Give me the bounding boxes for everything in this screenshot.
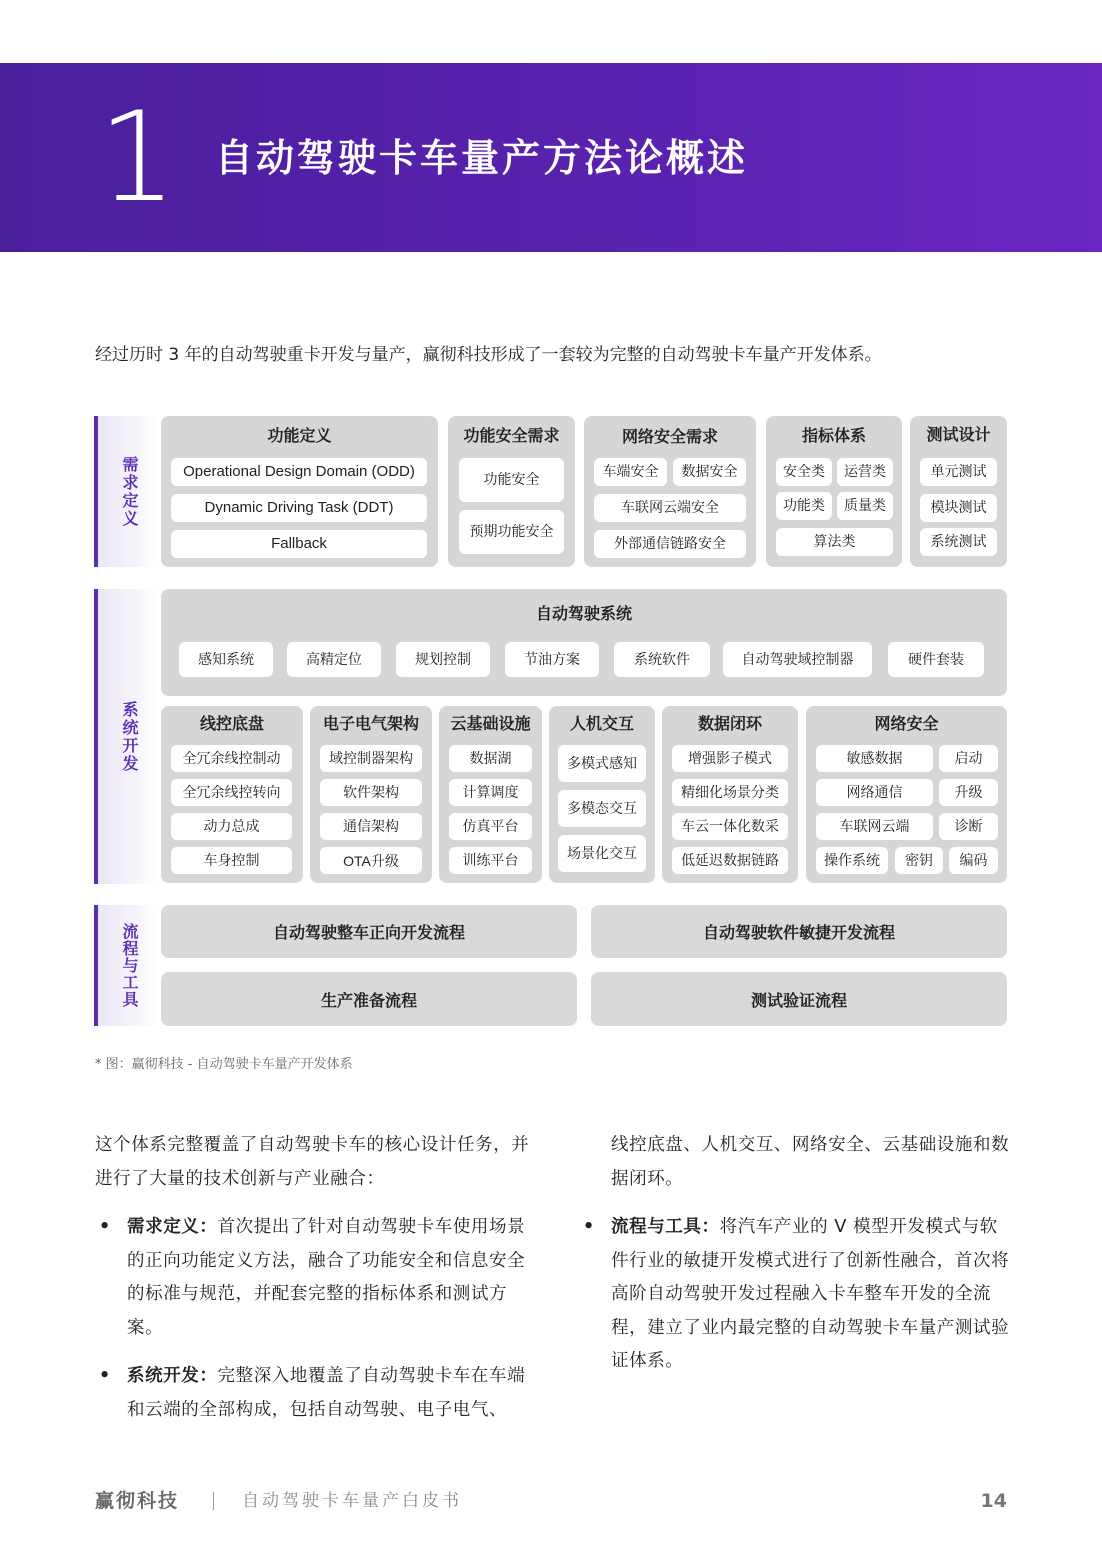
group-title: 电子电气架构 <box>322 714 419 733</box>
bullet-system <box>95 1360 535 1427</box>
pill-scenario-interaction: 场景化交互 <box>558 835 646 872</box>
pill-fuel-saving: 节油方案 <box>505 642 599 677</box>
pill-multimodal-interaction: 多模态交互 <box>558 790 646 827</box>
group-network-security-req <box>584 416 756 567</box>
group-functional-safety <box>448 416 575 567</box>
bullet-dot: • <box>583 1217 595 1237</box>
pill-compute-scheduling: 计算调度 <box>449 779 532 806</box>
group-title: 云基础设施 <box>450 714 531 733</box>
pill-key: 密钥 <box>895 847 943 874</box>
figure-caption: * 图：赢彻科技 - 自动驾驶卡车量产开发体系 <box>95 1057 353 1072</box>
pill-upgrade: 升级 <box>939 779 998 806</box>
group-title: 网络安全需求 <box>621 427 718 446</box>
group-title: 数据闭环 <box>697 714 762 733</box>
group-title: 功能定义 <box>267 426 332 445</box>
pill-simulation: 仿真平台 <box>449 813 532 840</box>
footer-brand: 赢彻科技 <box>95 1490 180 1512</box>
bullet-label: 流程与工具： <box>611 1217 720 1237</box>
group-title: 功能安全需求 <box>463 426 560 445</box>
section-label-system <box>98 589 160 884</box>
pill-steering: 全冗余线控转向 <box>171 779 292 806</box>
process-production-prep: 生产准备流程 <box>161 972 577 1026</box>
pill-system-test: 系统测试 <box>920 528 997 556</box>
pill-functional-safety: 功能安全 <box>459 458 564 502</box>
pill-boot: 启动 <box>939 745 998 772</box>
pill-domain-controller: 自动驾驶域控制器 <box>723 642 872 677</box>
pill-vehicle-security: 车端安全 <box>594 458 667 486</box>
footer-divider <box>213 1492 214 1510</box>
bullet-dot: • <box>99 1366 111 1386</box>
pill-odd: Operational Design Domain (ODD) <box>171 458 427 486</box>
group-title: 指标体系 <box>801 426 866 445</box>
process-test-validation: 测试验证流程 <box>591 972 1007 1026</box>
section-label-text: 流程与工具 <box>120 923 139 1008</box>
group-title: 网络安全 <box>874 714 939 733</box>
pill-localization: 高精定位 <box>287 642 381 677</box>
pill-training: 训练平台 <box>449 847 532 874</box>
bullet-label: 系统开发： <box>127 1366 218 1386</box>
bullet-dot: • <box>99 1217 111 1237</box>
pill-operation-metrics: 运营类 <box>837 458 893 486</box>
pill-software-arch: 软件架构 <box>320 779 422 806</box>
pill-comm-arch: 通信架构 <box>320 813 422 840</box>
group-title: 线控底盘 <box>199 714 264 733</box>
pill-hardware-kit: 硬件套装 <box>888 642 984 677</box>
section-label-text: 需求定义 <box>120 455 139 528</box>
body-right-column <box>579 1129 1011 1379</box>
body-left-column <box>95 1129 535 1427</box>
group-autonomous-system <box>161 589 1007 696</box>
bullet-text: 完整深入地覆盖了自动驾驶卡车在车端和云端的全部构成，包括自动驾驶、电子电气、 <box>127 1366 526 1420</box>
pill-low-latency-link: 低延迟数据链路 <box>672 847 788 874</box>
pill-scene-classification: 精细化场景分类 <box>672 779 788 806</box>
group-test-design <box>910 416 1007 567</box>
pill-vehicle-cloud-collection: 车云一体化数采 <box>672 813 788 840</box>
pill-safety-metrics: 安全类 <box>776 458 832 486</box>
pill-cloud-security: 车联网云端安全 <box>594 494 746 522</box>
group-data-loop <box>662 706 798 883</box>
pill-data-lake: 数据湖 <box>449 745 532 772</box>
pill-diagnosis: 诊断 <box>939 813 998 840</box>
pill-domain-arch: 域控制器架构 <box>320 745 422 772</box>
pill-planning-control: 规划控制 <box>396 642 490 677</box>
bullet-text: 将汽车产业的 V 模型开发模式与软件行业的敏捷开发模式进行了创新性融合，首次将高阶自动驾驶开发过程融入卡车整车开发的全流程，建立了业内最完整的自动驾驶卡车量产测试验证体系。 <box>611 1217 1010 1371</box>
pill-os: 操作系统 <box>816 847 888 874</box>
bullet-label: 需求定义： <box>127 1217 218 1237</box>
pill-system-software: 系统软件 <box>614 642 710 677</box>
intro-paragraph: 经过历时 3 年的自动驾驶重卡开发与量产，赢彻科技形成了一套较为完整的自动驾驶卡车量产开发体系。 <box>95 345 882 365</box>
pill-ota: OTA升级 <box>320 847 422 874</box>
section-label-requirements <box>98 416 160 567</box>
group-title: 人机交互 <box>569 714 634 733</box>
pill-fallback: Fallback <box>171 530 427 558</box>
group-chassis <box>161 706 303 883</box>
group-title: 自动驾驶系统 <box>535 604 632 623</box>
pill-ddt: Dynamic Driving Task (DDT) <box>171 494 427 522</box>
pill-coding: 编码 <box>949 847 998 874</box>
pill-link-security: 外部通信链路安全 <box>594 530 746 558</box>
pill-sensitive-data: 敏感数据 <box>816 745 933 772</box>
pill-body-control: 车身控制 <box>171 847 292 874</box>
pill-sotif: 预期功能安全 <box>459 510 564 554</box>
section-label-text: 系统开发 <box>120 700 139 773</box>
group-hmi <box>549 706 655 883</box>
bullet-text: 首次提出了针对自动驾驶卡车使用场景的正向功能定义方法，融合了功能安全和信息安全的标准与规范，并配套完整的指标体系和测试方案。 <box>127 1217 526 1338</box>
pill-algorithm-metrics: 算法类 <box>776 528 893 556</box>
pill-network-comm: 网络通信 <box>816 779 933 806</box>
group-function-definition <box>161 416 438 567</box>
pill-perception: 感知系统 <box>179 642 273 677</box>
group-title: 测试设计 <box>926 425 991 444</box>
pill-module-test: 模块测试 <box>920 494 997 522</box>
bullet-process <box>579 1211 1011 1379</box>
pill-powertrain: 动力总成 <box>171 813 292 840</box>
group-network-security <box>806 706 1007 883</box>
pill-unit-test: 单元测试 <box>920 458 997 486</box>
process-vehicle-dev: 自动驾驶整车正向开发流程 <box>161 905 577 958</box>
group-metrics <box>766 416 902 567</box>
pill-function-metrics: 功能类 <box>776 492 832 520</box>
footer-title: 自动驾驶卡车量产白皮书 <box>242 1491 462 1511</box>
pill-quality-metrics: 质量类 <box>837 492 893 520</box>
pill-cloud-end: 车联网云端 <box>816 813 933 840</box>
pill-multimodal-perception: 多模式感知 <box>558 745 646 782</box>
page-number: 14 <box>980 1490 1007 1512</box>
pill-shadow-mode: 增强影子模式 <box>672 745 788 772</box>
section-label-process <box>98 905 160 1026</box>
group-cloud <box>439 706 542 883</box>
body-lead: 这个体系完整覆盖了自动驾驶卡车的核心设计任务，并进行了大量的技术创新与产业融合： <box>95 1135 530 1189</box>
body-continued: 线控底盘、人机交互、网络安全、云基础设施和数据闭环。 <box>611 1135 1010 1189</box>
pill-brake: 全冗余线控制动 <box>171 745 292 772</box>
chapter-title: 自动驾驶卡车量产方法论概述 <box>215 136 749 180</box>
group-ee-architecture <box>310 706 432 883</box>
bullet-requirements <box>95 1211 535 1345</box>
pill-data-security: 数据安全 <box>673 458 746 486</box>
process-agile-dev: 自动驾驶软件敏捷开发流程 <box>591 905 1007 958</box>
chapter-number: 1 <box>98 86 177 230</box>
page-footer <box>95 1486 1007 1516</box>
